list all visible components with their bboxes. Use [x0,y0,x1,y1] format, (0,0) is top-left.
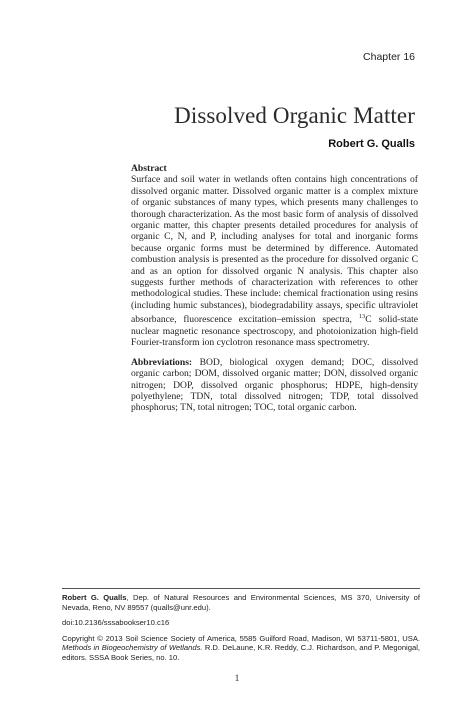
author-affiliation [62,593,420,612]
abbreviations-text: BOD, biological oxygen demand; DOC, dissolved organic carbon; DOM, dissolved organic matter; DON, dissolved organic nitrogen; DOP, dissolved organic phosphorus; HDPE, high-density polyethylene; TDN, total dissolved nitrogen; TDP, total dissolved phosphorus; TN, total nitrogen; TOC, total organic carbon. [131,356,418,414]
abstract-section [131,163,418,423]
page-number: 1 [234,673,240,683]
footer-divider [62,588,420,589]
affiliation-text: , Dep. of Natural Resources and Environmental Sciences, MS 370, University of Nevada, Reno, NV 89557 (qualls@unr.edu). [62,593,421,612]
abstract-heading: Abstract [131,163,167,174]
author-name: Robert G. Qualls [328,138,415,150]
copyright-notice [62,634,420,663]
doi-line: doi:10.2136/sssabookser10.c16 [62,618,170,628]
abbreviations-paragraph [131,357,418,414]
chapter-label: Chapter 16 [363,51,415,63]
abstract-text-part-2: C solid-state nuclear magnetic resonance spectroscopy, and photoionization high-field Fourier-transform ion cyclotron resonance mass spectrometry. [131,314,418,349]
affiliation-author-name: Robert G. Qualls [62,593,127,602]
copyright-text-2: R.D. DeLaune, K.R. Reddy, C.J. Richardson, and P. Megonigal, editors. SSSA Book Series, no. 10. [62,643,420,662]
abstract-text-part-1: Surface and soil water in wetlands often contains high concentrations of dissolved organic matter. Dissolved organic matter is a complex mixture of organic substances of many types, which presents many challenges to thorough characterization. As the most basic form of analysis of dissolved organic matter, this chapter presents detailed procedures for analysis of organic C, N, and P, including analyses for total and inorganic forms because organic forms must be determined by difference. Automated combustion analysis is presented as the procedure for dissolved organic C and as an option for dissolved organic N analysis. This chapter also suggests further methods of characterization with references to other methodological studies. These include: chemical fractionation using resins (including humic substances), biodegradability assays, specific ultraviolet absorbance, fluorescence excitation–emission spectra, [131,174,418,326]
copyright-text-1: Copyright © 2013 Soil Science Society of America, 5585 Guilford Road, Madison, WI 53711-5801, USA. [62,633,420,643]
chapter-title: Dissolved Organic Matter [174,103,415,128]
book-title: Methods in Biogeochemistry of Wetlands. [62,643,203,653]
footer-notes [62,593,420,669]
abstract-body [131,174,418,348]
isotope-superscript: 13 [358,313,366,321]
abbreviations-label: Abbreviations: [131,356,193,368]
